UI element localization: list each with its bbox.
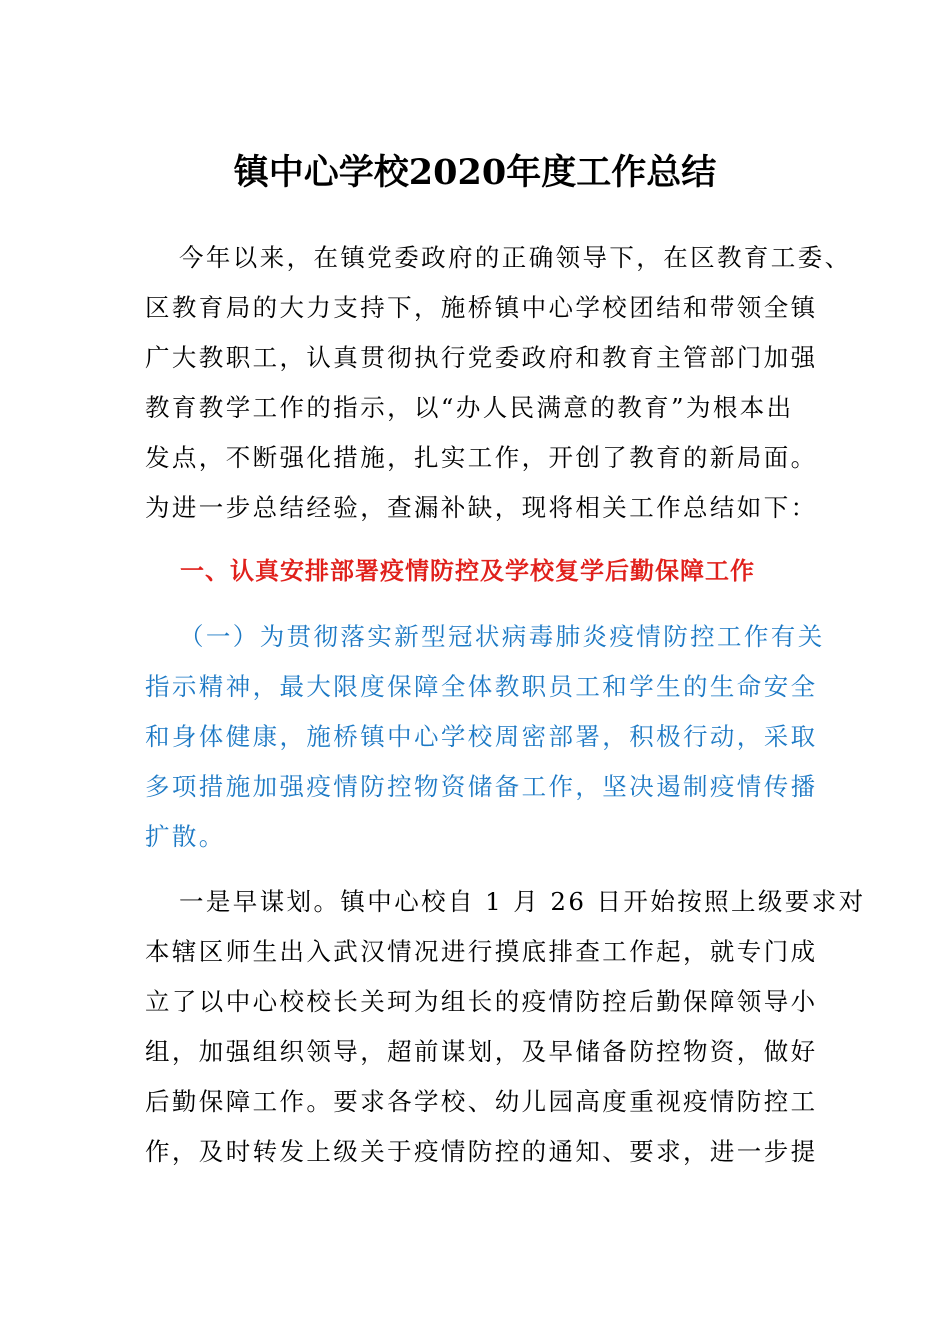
intro-line: 区教育局的大力支持下，施桥镇中心学校团结和带领全镇: [145, 293, 818, 322]
subsection-line: 多项措施加强疫情防控物资储备工作，坚决遏制疫情传播: [145, 772, 818, 801]
intro-line: 发点，不断强化措施，扎实工作，开创了教育的新局面。: [145, 443, 818, 472]
intro-line: 为进一步总结经验，查漏补缺，现将相关工作总结如下：: [145, 493, 818, 522]
intro-line: 教育教学工作的指示，以“办人民满意的教育”为根本出: [145, 393, 794, 422]
body-line: 立了以中心校校长关珂为组长的疫情防控后勤保障领导小: [145, 987, 818, 1016]
intro-line: 今年以来，在镇党委政府的正确领导下，在区教育工委、: [179, 243, 852, 272]
body-line: 组，加强组织领导，超前谋划，及早储备防控物资，做好: [145, 1037, 818, 1066]
subsection-line: （一）为贯彻落实新型冠状病毒肺炎疫情防控工作有关: [179, 622, 825, 651]
body-line: 本辖区师生出入武汉情况进行摸底排查工作起，就专门成: [145, 937, 818, 966]
document-title: 镇中心学校2020年度工作总结: [233, 152, 717, 193]
subsection-line: 和身体健康，施桥镇中心学校周密部署，积极行动，采取: [145, 722, 818, 751]
body-paragraph: [145, 877, 866, 1177]
subsection-line: 指示精神，最大限度保障全体教职员工和学生的生命安全: [145, 672, 818, 701]
section-heading: 一、认真安排部署疫情防控及学校复学后勤保障工作: [180, 557, 755, 585]
subsection-paragraph: [145, 612, 825, 862]
body-line: 一是早谋划。镇中心校自 1 月 26 日开始按照上级要求对: [179, 887, 866, 916]
intro-paragraph: [145, 233, 852, 533]
body-line: 后勤保障工作。要求各学校、幼儿园高度重视疫情防控工: [145, 1087, 818, 1116]
subsection-line: 扩散。: [145, 822, 226, 851]
intro-line: 广大教职工，认真贯彻执行党委政府和教育主管部门加强: [145, 343, 818, 372]
body-line: 作，及时转发上级关于疫情防控的通知、要求，进一步提: [145, 1137, 818, 1166]
